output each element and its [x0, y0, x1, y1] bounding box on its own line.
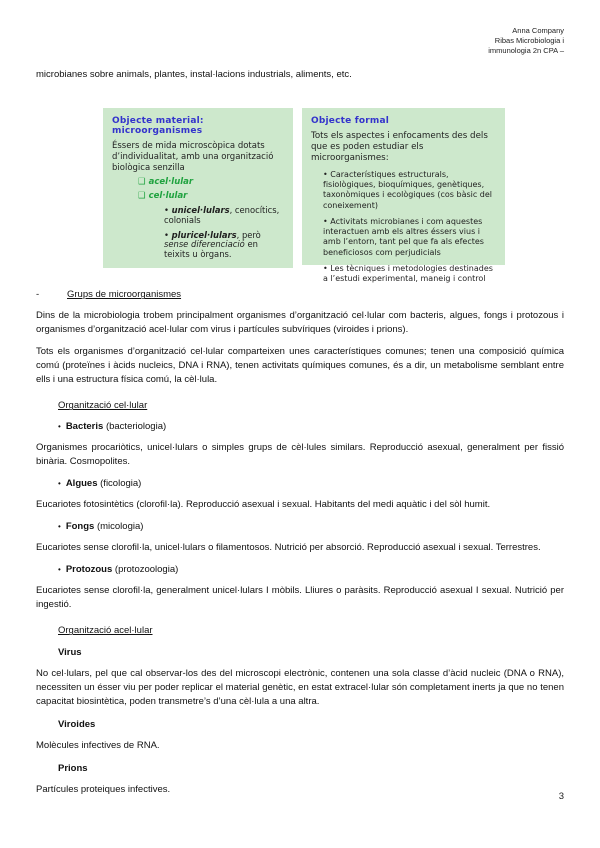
group-term: Algues: [65, 478, 98, 490]
bullet-rest: , cenocítics, colonials: [164, 205, 280, 225]
bullet-icon: •: [323, 216, 328, 226]
check-item-label: acel·lular: [148, 177, 194, 188]
formal-bullet: [323, 170, 496, 211]
entry-label-virus: Virus: [58, 647, 82, 659]
group-term: Fongs: [65, 521, 95, 533]
bullet-icon: •: [164, 229, 169, 240]
box-material-body: Éssers de mida microscòpica dotats d’individualitat, amb una organització biològica senzilla: [112, 141, 274, 173]
material-bullet-pluricellular: [164, 231, 284, 260]
list-item-algues: [58, 477, 564, 490]
bullet-icon: •: [323, 170, 328, 179]
box-material-title: Objecte material: microorganismes: [112, 116, 204, 137]
material-bullet-unicellular: [164, 206, 284, 225]
group-term: Bacteris: [65, 421, 104, 433]
bullet-icon: •: [323, 263, 328, 273]
header-line-course2: immunologia 2n CPA –: [488, 46, 564, 56]
paragraph: Tots els organismes d’organització cel·lular comparteixen unes característiques comunes; tenen una composició química comú (proteïnes i àcids nucleics, DNA i RNA), tenen activitats químiques comunes, és a dir, un metabolisme semblant entre ells i una estructura física comú, la cèl·lula.: [36, 346, 564, 386]
bullet-icon: •: [164, 205, 169, 216]
paragraph: Dins de la microbiologia trobem principalment organismes d’organització cel·lular com bacteris, algues, fongs i protozous i organismes d’organització acel·lular com virus i partícules subvíriques (viroides i prions).: [36, 310, 564, 336]
box-objecte-formal: [302, 108, 505, 284]
subheading-acellular: Organització acel·lular: [58, 625, 153, 637]
box-objecte-material: [103, 108, 293, 268]
formal-bullet: [323, 217, 496, 258]
bullet-icon: •: [58, 565, 61, 575]
bullet-lead: pluricel·lulars: [171, 229, 237, 240]
list-item-fongs: [58, 520, 564, 533]
check-item-cellular: [138, 191, 284, 201]
formal-bullet-text: Característiques estructurals, fisiològiques, bioquímiques, genètiques, taxonòmiques i ecològiques (cos bàsic del coneixement): [323, 170, 493, 210]
group-discipline: (protozoologia): [112, 564, 179, 576]
bullet-rest: en teixits u òrgans.: [164, 239, 258, 259]
bullet-icon: •: [58, 522, 61, 532]
box-formal-title: Objecte formal: [311, 116, 390, 127]
entry-label-viroides: Viroides: [58, 719, 96, 731]
page-header: [0, 0, 600, 56]
group-discipline: (micologia): [94, 521, 144, 533]
bullet-italic: sense diferenciació: [164, 239, 245, 250]
group-discipline: (bacteriologia): [103, 421, 167, 433]
entry-label-prions: Prions: [58, 763, 88, 775]
formal-bullet-text: Les tècniques i metodologies destinades a l’estudi experimental, maneig i control: [323, 263, 493, 284]
checkbox-bullet-icon: ❑: [138, 191, 146, 202]
formal-bullet-text: Activitats microbianes i com aquestes interactuen amb els altres éssers vius i amb l’entorn, tant pel que fa als efectes beneficiosos com perjudicials: [323, 216, 484, 257]
entry-description: No cel·lulars, pel que cal observar-los des del microscopi electrònic, contenen una sola classe d’àcid nucleic (DNA o RNA), necessiten un ésser viu per poder replicar el material genètic, en estat extracel·lular són completament inerts ja que no tenen capacitat biosintètica, poden transmetre’s d’una cèl·lula a una altra.: [36, 668, 564, 708]
formal-bullet: [323, 264, 496, 284]
section-heading-grups: [36, 288, 564, 301]
subheading-cellular: Organització cel·lular: [58, 400, 148, 412]
group-description: Eucariotes sense clorofil·la, unicel·lulars o filamentosos. Nutrició per absorció. Reproducció asexual i sexual. Terrestres.: [36, 542, 541, 554]
entry-description: Partícules proteiques infectives.: [36, 784, 171, 796]
box-formal-body: Tots els aspectes i enfocaments des dels que es poden estudiar els microorganismes:: [311, 131, 488, 164]
checkbox-bullet-icon: ❑: [138, 177, 146, 188]
section-heading-text: Grups de microorganismes: [67, 289, 182, 301]
group-discipline: (ficologia): [97, 478, 142, 490]
group-description: Eucariotes fotosintètics (clorofil·la). Reproducció asexual i sexual. Habitants del medi aquàtic i del sòl humit.: [36, 499, 491, 511]
objective-boxes: [103, 108, 600, 284]
bullet-mid: , però: [236, 229, 261, 240]
page-number: 3: [558, 791, 564, 802]
bullet-lead: unicel·lulars: [171, 205, 230, 216]
bullet-icon: •: [58, 479, 61, 489]
list-dash: -: [36, 289, 40, 301]
entry-description: Molècules infectives de RNA.: [36, 740, 160, 752]
check-item-label: cel·lular: [148, 191, 188, 202]
header-line-author: Anna Company: [512, 26, 564, 35]
header-line-course: Ribas Microbiologia i: [494, 36, 564, 46]
intro-paragraph: microbianes sobre animals, plantes, instal·lacions industrials, aliments, etc.: [36, 69, 352, 81]
bullet-icon: •: [58, 422, 61, 432]
check-item-acellular: [138, 177, 284, 187]
group-description: Organismes procariòtics, unicel·lulars o simples grups de cèl·lules similars. Reproducció asexual, generalment per fissió binària. Cosmopolites.: [36, 442, 564, 468]
list-item-bacteris: [58, 420, 564, 433]
list-item-protozous: [58, 563, 564, 576]
group-description: Eucariotes sense clorofil·la, generalment unicel·lulars I mòbils. Lliures o paràsits. Reproducció asexual I sexual. Nutrició per ingestió.: [36, 585, 564, 611]
group-term: Protozous: [65, 564, 113, 576]
